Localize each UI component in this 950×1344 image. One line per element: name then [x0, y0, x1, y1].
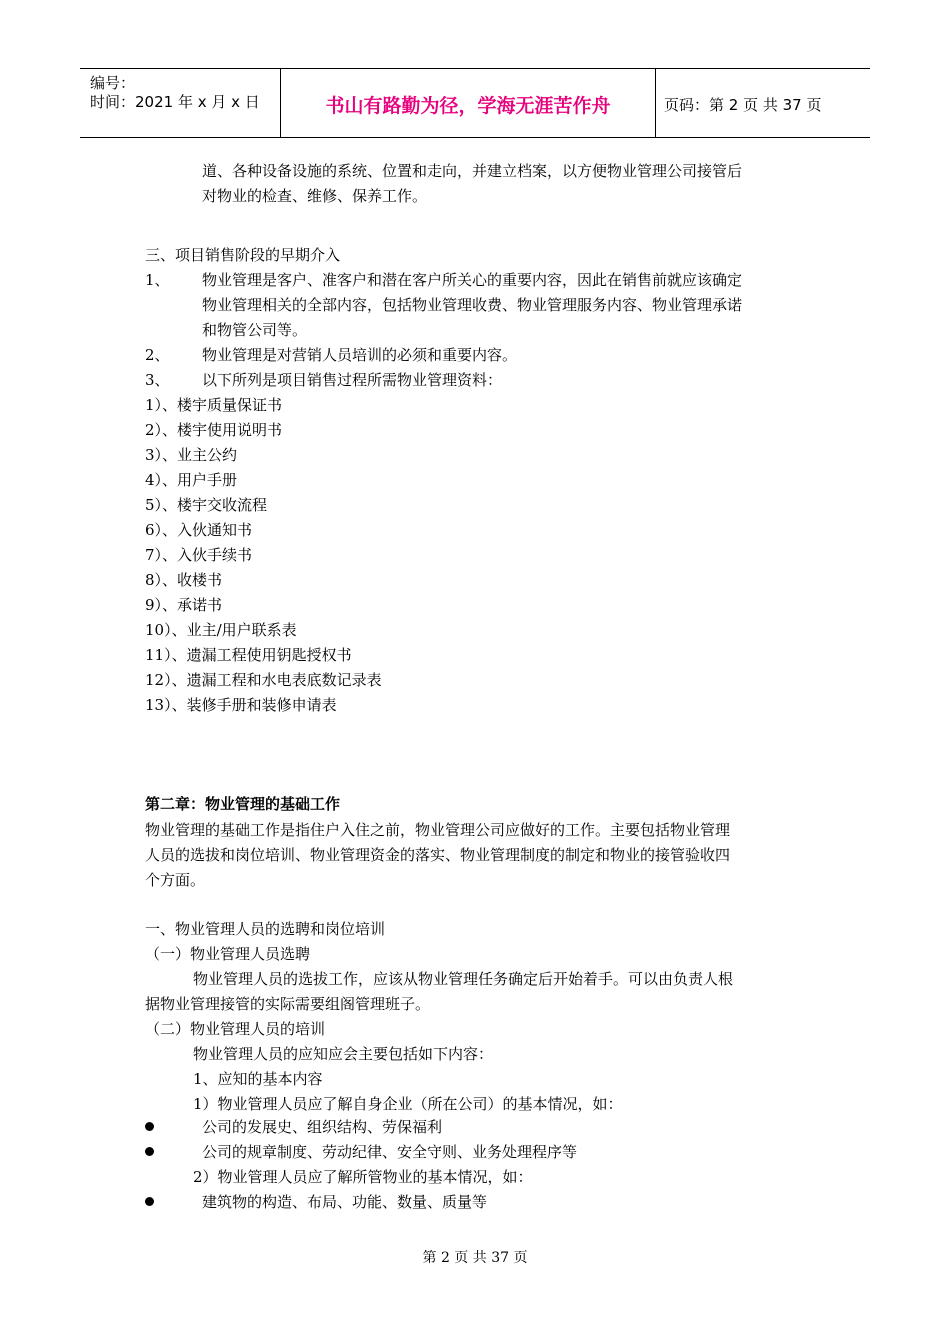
bullet-icon — [145, 1147, 154, 1156]
section-heading: 一、物业管理人员的选聘和岗位培训 — [145, 920, 386, 938]
bullet-text: 建筑物的构造、布局、功能、数量、质量等 — [202, 1193, 488, 1211]
bullet-text: 公司的规章制度、劳动纪律、安全守则、业务处理程序等 — [202, 1143, 578, 1161]
subsection-heading: （二）物业管理人员的培训 — [145, 1020, 326, 1038]
bullet-icon — [145, 1122, 154, 1131]
list-item: 2）、楼宇使用说明书 — [145, 421, 283, 439]
header-page: 页码：第 2 页 共 37 页 — [664, 96, 822, 114]
text-line: 道、各种设备设施的系统、位置和走向，并建立档案，以方便物业管理公司接管后 — [202, 162, 743, 180]
text-line: 以下所列是项目销售过程所需物业管理资料： — [202, 371, 503, 389]
list-item: 5）、楼宇交收流程 — [145, 496, 268, 514]
list-number: 3、 — [145, 371, 170, 389]
header-page-cell — [655, 69, 870, 137]
list-item: 11）、遗漏工程使用钥匙授权书 — [145, 646, 352, 664]
list-item: 1）、楼宇质量保证书 — [145, 396, 283, 414]
text-line: 对物业的检查、维修、保养工作。 — [202, 187, 428, 205]
header-motto: 书山有路勤为径，学海无涯苦作舟 — [325, 95, 611, 117]
text-line: 据物业管理接管的实际需要组阁管理班子。 — [145, 995, 431, 1013]
header-date: 时间：2021 年 x 月 x 日 — [90, 93, 260, 111]
list-number: 2、 — [145, 346, 170, 364]
text-line: 物业管理人员的应知应会主要包括如下内容： — [193, 1045, 494, 1063]
text-line: 2）物业管理人员应了解所管物业的基本情况，如： — [193, 1168, 533, 1186]
text-line: 人员的选拔和岗位培训、物业管理资金的落实、物业管理制度的制定和物业的接管验收四 — [145, 846, 731, 864]
list-item: 6）、入伙通知书 — [145, 521, 253, 539]
list-item: 13）、装修手册和装修申请表 — [145, 696, 337, 714]
list-item: 3）、业主公约 — [145, 446, 238, 464]
text-line: 物业管理是客户、准客户和潜在客户所关心的重要内容，因此在销售前就应该确定 — [202, 271, 743, 289]
chapter-heading: 第二章：物业管理的基础工作 — [145, 795, 341, 813]
text-line: 物业管理的基础工作是指住户入住之前，物业管理公司应做好的工作。主要包括物业管理 — [145, 821, 731, 839]
list-number: 1、 — [145, 271, 170, 289]
list-item: 10）、业主/用户联系表 — [145, 621, 297, 639]
text-line: 1、应知的基本内容 — [193, 1070, 323, 1088]
list-item: 12）、遗漏工程和水电表底数记录表 — [145, 671, 382, 689]
header-code: 编号： — [90, 74, 136, 92]
list-item: 7）、入伙手续书 — [145, 546, 253, 564]
list-item: 9）、承诺书 — [145, 596, 223, 614]
header-motto-cell — [280, 69, 656, 137]
text-line: 个方面。 — [145, 871, 206, 889]
section-heading: 三、项目销售阶段的早期介入 — [145, 246, 341, 264]
bullet-icon — [145, 1197, 154, 1206]
subsection-heading: （一）物业管理人员选聘 — [145, 945, 311, 963]
text-line: 物业管理是对营销人员培训的必须和重要内容。 — [202, 346, 518, 364]
page-header — [80, 68, 870, 138]
text-line: 物业管理相关的全部内容，包括物业管理收费、物业管理服务内容、物业管理承诺 — [202, 296, 743, 314]
bullet-text: 公司的发展史、组织结构、劳保福利 — [202, 1118, 443, 1136]
list-item: 4）、用户手册 — [145, 471, 238, 489]
list-item: 8）、收楼书 — [145, 571, 223, 589]
text-line: 1）物业管理人员应了解自身企业（所在公司）的基本情况，如： — [193, 1095, 623, 1113]
page-footer: 第 2 页 共 37 页 — [422, 1250, 528, 1266]
text-line: 物业管理人员的选拔工作，应该从物业管理任务确定后开始着手。可以由负责人根 — [193, 970, 734, 988]
text-line: 和物管公司等。 — [202, 321, 308, 339]
header-meta — [80, 69, 280, 137]
